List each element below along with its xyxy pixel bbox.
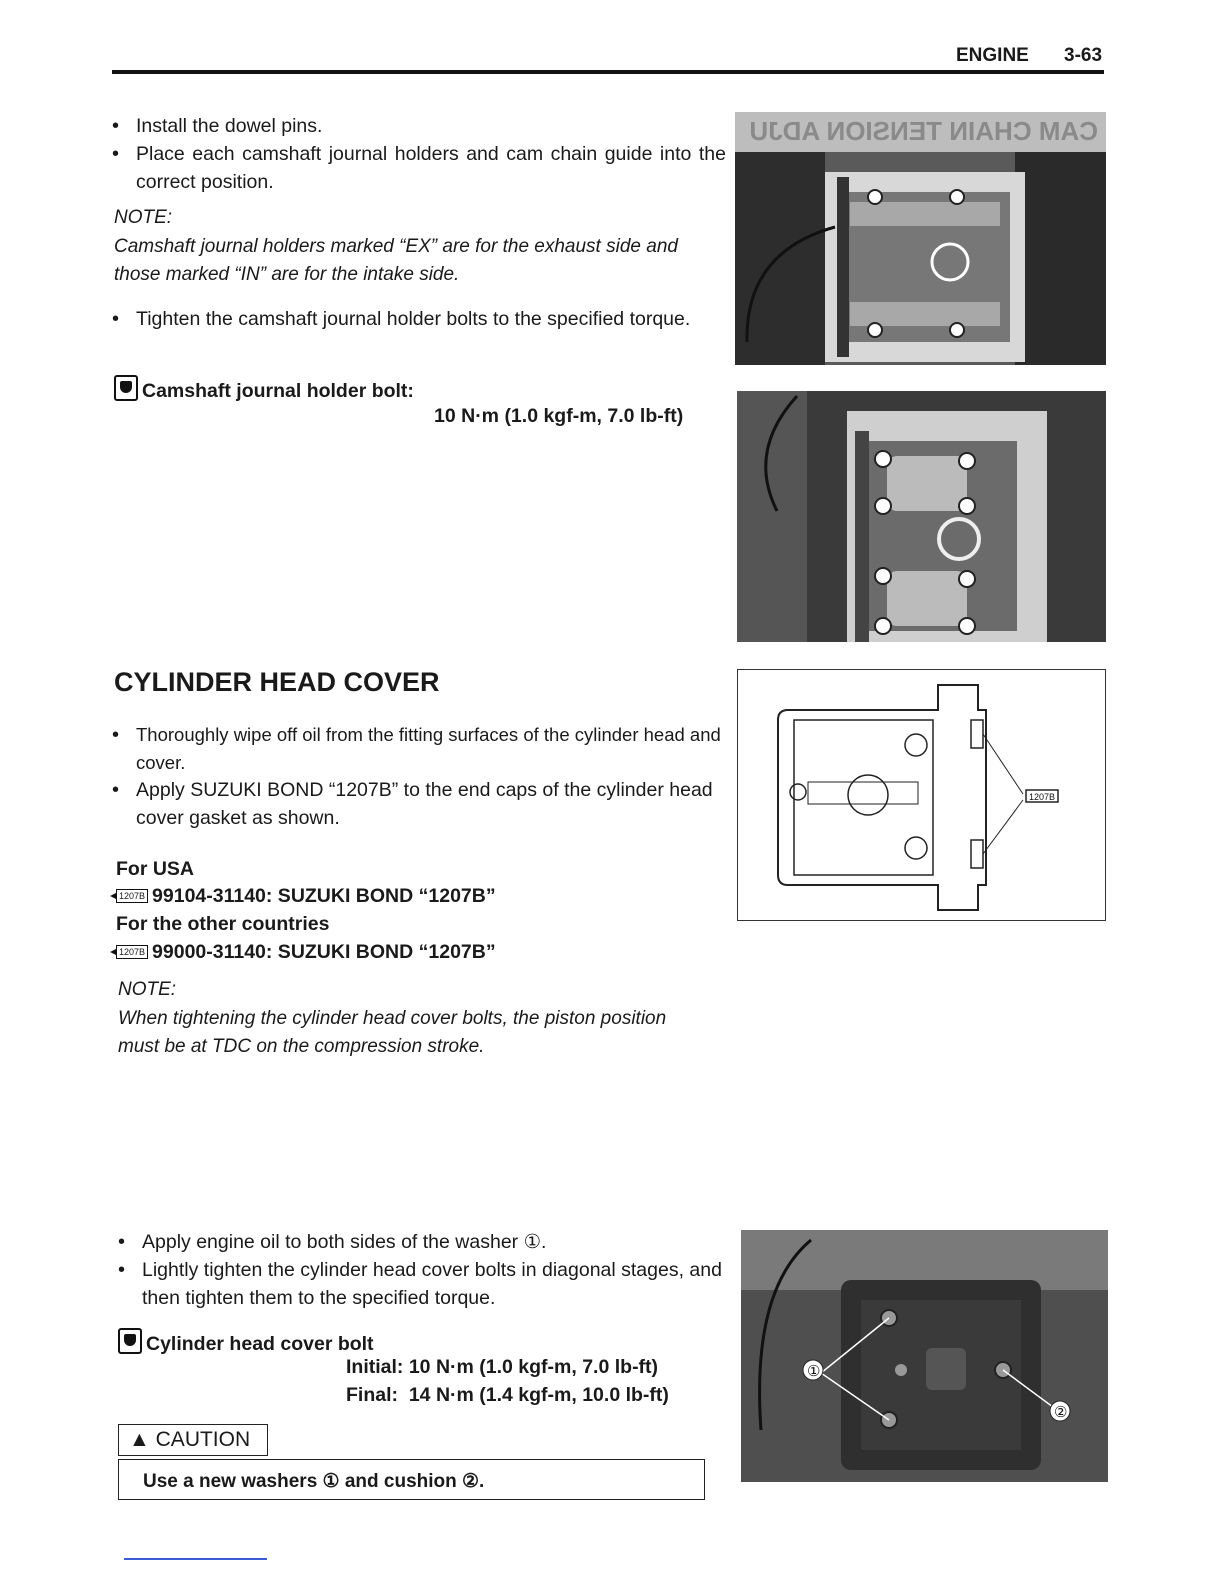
torque-spec-label <box>114 375 414 403</box>
header-rule <box>112 70 1104 74</box>
gasket-diagram-drawing <box>738 670 1104 919</box>
for-usa-label: For USA <box>116 858 194 880</box>
section-heading-cylinder-head-cover: CYLINDER HEAD COVER <box>114 667 440 697</box>
torque-spec-label-text: Camshaft journal holder bolt: <box>142 380 414 402</box>
gasket-diagram <box>737 669 1106 921</box>
bullet-tighten-diagonal: • Lightly tighten the cylinder head cover bolts in diagonal stages, and then tighten them to the specified torque. <box>118 1256 730 1312</box>
photo-head-cover-bolts <box>741 1230 1108 1482</box>
note-text-2: When tightening the cylinder head cover bolts, the piston position must be at TDC on the compression stroke. <box>118 1008 667 1057</box>
spec-initial: Initial: 10 N·m (1.0 kgf-m, 7.0 lb-ft) <box>346 1356 659 1378</box>
note-label-2: NOTE: <box>118 979 177 1000</box>
page-number: 3-63 <box>1064 45 1103 66</box>
note-label: NOTE: <box>114 207 173 228</box>
callout-2: ② <box>1054 1404 1068 1421</box>
bullet-install-dowel: • Install the dowel pins. <box>112 112 726 140</box>
caution-label: CAUTION <box>155 1428 251 1451</box>
bullet-apply-engine-oil: • Apply engine oil to both sides of the washer ①. <box>118 1228 730 1256</box>
photo-journal-bolts <box>737 391 1106 642</box>
note-text: Camshaft journal holders marked “EX” are for the exhaust side and those marked “IN” are for the intake side. <box>114 236 678 285</box>
usa-part-text: 99104-31140: SUZUKI BOND “1207B” <box>152 885 496 907</box>
torque-wrench-icon <box>118 1328 142 1354</box>
caution-text-box <box>118 1459 705 1500</box>
other-part-number <box>116 941 496 964</box>
photo-camshaft-holders-drawing <box>735 112 1106 365</box>
cover-bolt-spec-label <box>118 1328 374 1356</box>
torque-wrench-icon <box>114 375 138 401</box>
photo-head-cover-bolts-drawing <box>741 1230 1108 1482</box>
warning-triangle-icon: ▲ <box>129 1428 150 1451</box>
torque-spec-value: 10 N·m (1.0 kgf-m, 7.0 lb-ft) <box>434 405 684 427</box>
photo-background-text: CAM CHAIN TENSION ADJU <box>749 116 1098 146</box>
photo-camshaft-holders <box>735 112 1106 365</box>
bullet-wipe-oil: • Thoroughly wipe off oil from the fitting surfaces of the cylinder head and cover. <box>112 721 728 777</box>
caution-text: Use a new washers ① and cushion ②. <box>143 1471 485 1492</box>
bullet-apply-bond: • Apply SUZUKI BOND “1207B” to the end caps of the cylinder head cover gasket as shown. <box>112 776 728 832</box>
caution-label-box <box>118 1424 268 1456</box>
footer-line <box>124 1558 267 1560</box>
other-countries-label: For the other countries <box>116 913 330 935</box>
cover-bolt-spec-label-text: Cylinder head cover bolt <box>146 1333 374 1355</box>
usa-part-number <box>116 885 496 908</box>
spec-final: Final: 14 N·m (1.4 kgf-m, 10.0 lb-ft) <box>346 1384 669 1406</box>
photo-journal-bolts-drawing <box>737 391 1106 642</box>
bullet-tighten-bolts: • Tighten the camshaft journal holder bolts to the specified torque. <box>112 305 726 333</box>
section-title: ENGINE <box>956 45 1029 66</box>
bullet-place-holders: • Place each camshaft journal holders and cam chain guide into the correct position. <box>112 140 726 196</box>
callout-1: ① <box>807 1363 821 1380</box>
other-part-text: 99000-31140: SUZUKI BOND “1207B” <box>152 941 496 963</box>
diagram-bond-label: 1207B <box>1029 792 1056 802</box>
bond-tube-icon: 1207B <box>116 945 148 959</box>
bond-tube-icon: 1207B <box>116 889 148 903</box>
